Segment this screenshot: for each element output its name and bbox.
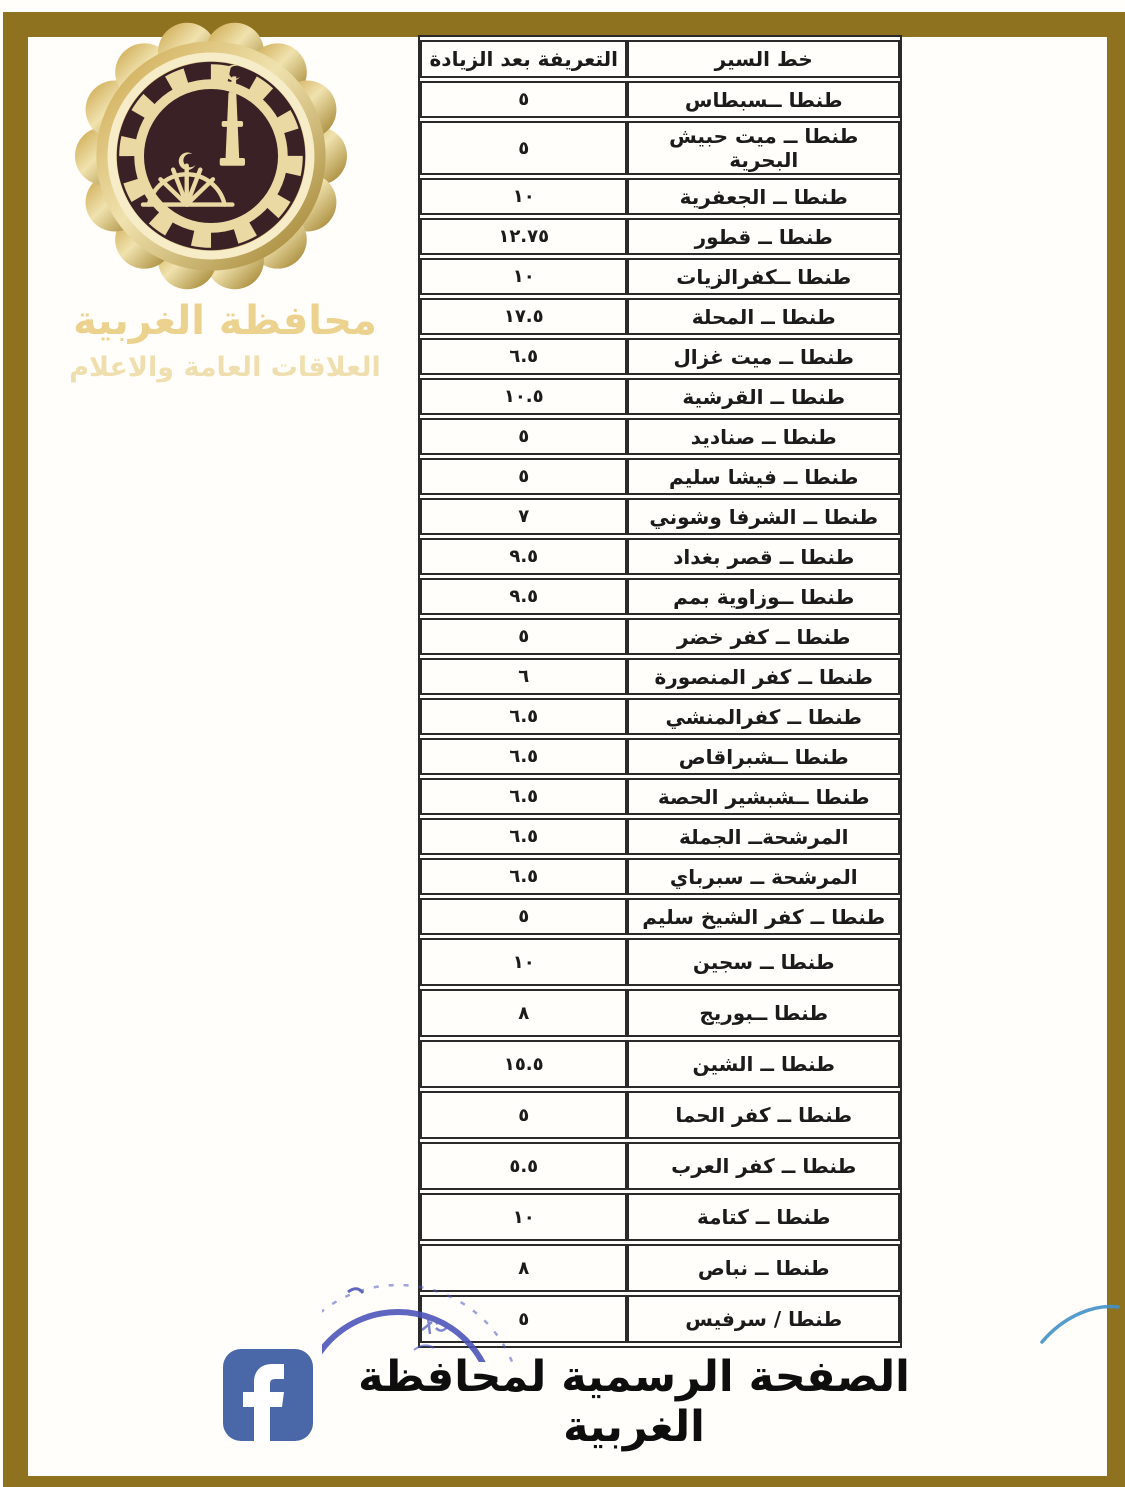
table-row <box>420 898 900 935</box>
table-row <box>420 578 900 615</box>
route-cell: طنطا ــ كفرالمنشي <box>627 698 900 735</box>
table-row <box>420 1091 900 1139</box>
table-row <box>420 778 900 815</box>
route-cell: طنطا ــ كفر المنصورة <box>627 658 900 695</box>
dept-name-label: العلاقات العامة والاعلام <box>69 352 381 383</box>
route-cell: طنطا ــ كفر العرب <box>627 1142 900 1190</box>
table-row <box>420 498 900 535</box>
route-cell: طنطا ــ قطور <box>627 218 900 255</box>
tariff-cell: ١٠ <box>420 258 627 295</box>
table-row <box>420 81 900 118</box>
route-cell: طنطا ــ قصر بغداد <box>627 538 900 575</box>
table-row <box>420 818 900 855</box>
fare-table <box>418 35 902 1348</box>
tariff-cell: ٦.٥ <box>420 338 627 375</box>
table-row <box>420 378 900 415</box>
tariff-cell: ٦.٥ <box>420 778 627 815</box>
tariff-cell: ٥ <box>420 1091 627 1139</box>
tariff-cell: ٥.٥ <box>420 1142 627 1190</box>
table-row <box>420 989 900 1037</box>
route-cell: طنطا ــكفرالزيات <box>627 258 900 295</box>
route-cell: طنطا ــ ميت غزال <box>627 338 900 375</box>
route-cell: طنطا ــ صناديد <box>627 418 900 455</box>
table-row <box>420 938 900 986</box>
route-cell: طنطا ــوزاوية بمم <box>627 578 900 615</box>
tariff-cell: ٨ <box>420 1244 627 1292</box>
table-row <box>420 298 900 335</box>
table-row <box>420 1295 900 1343</box>
route-cell: طنطا ــ فيشا سليم <box>627 458 900 495</box>
facebook-icon <box>222 1348 314 1442</box>
route-cell: طنطا ــ كفر الشيخ سليم <box>627 898 900 935</box>
table-row <box>420 658 900 695</box>
tariff-cell: ١٥.٥ <box>420 1040 627 1088</box>
tariff-cell: ٩.٥ <box>420 538 627 575</box>
governorate-seal-icon <box>75 20 347 292</box>
table-row <box>420 258 900 295</box>
table-row <box>420 458 900 495</box>
pen-check-mark <box>1038 1296 1124 1348</box>
table-row <box>420 338 900 375</box>
route-cell: طنطا ــ الجعفرية <box>627 178 900 215</box>
tariff-cell: ٥ <box>420 898 627 935</box>
tariff-cell: ٦.٥ <box>420 698 627 735</box>
route-cell: طنطا ــ القرشية <box>627 378 900 415</box>
table-row <box>420 738 900 775</box>
tariff-cell: ٦.٥ <box>420 858 627 895</box>
table-row <box>420 1142 900 1190</box>
route-cell: المرشحة ــ سبرباي <box>627 858 900 895</box>
tariff-cell: ٧ <box>420 498 627 535</box>
table-row <box>420 1040 900 1088</box>
tariff-cell: ٥ <box>420 458 627 495</box>
tariff-cell: ٦.٥ <box>420 738 627 775</box>
route-cell: طنطا ــ المحلة <box>627 298 900 335</box>
tariff-cell: ١٠ <box>420 178 627 215</box>
facebook-caption: الصفحة الرسمية لمحافظة الغربية <box>358 1352 910 1452</box>
table-row <box>420 218 900 255</box>
tariff-cell: ٥ <box>420 121 627 175</box>
route-cell: طنطا ــ الشين <box>627 1040 900 1088</box>
table-row <box>420 418 900 455</box>
route-cell: طنطا / سرفيس <box>627 1295 900 1343</box>
tariff-cell: ٨ <box>420 989 627 1037</box>
route-column-header: خط السير <box>627 40 900 78</box>
tariff-cell: ٦ <box>420 658 627 695</box>
route-cell: المرشحةــ الجملة <box>627 818 900 855</box>
route-cell: طنطا ــ كفر خضر <box>627 618 900 655</box>
tariff-cell: ٥ <box>420 81 627 118</box>
tariff-cell: ٩.٥ <box>420 578 627 615</box>
tariff-cell: ١٠ <box>420 1193 627 1241</box>
table-row <box>420 538 900 575</box>
table-row <box>420 121 900 175</box>
tariff-cell: ١٢.٧٥ <box>420 218 627 255</box>
route-cell: طنطا ــ الشرفا وشوني <box>627 498 900 535</box>
route-cell: طنطا ــشبراقاص <box>627 738 900 775</box>
tariff-column-header: التعريفة بعد الزيادة <box>420 40 627 78</box>
tariff-cell: ٦.٥ <box>420 818 627 855</box>
table-row <box>420 1244 900 1292</box>
route-cell: طنطا ــبوريج <box>627 989 900 1037</box>
route-cell: طنطا ــ ميت حبيش البحرية <box>627 121 900 175</box>
table-row <box>420 178 900 215</box>
tariff-cell: ٥ <box>420 1295 627 1343</box>
table-row <box>420 1193 900 1241</box>
route-cell: طنطا ــ كفر الحما <box>627 1091 900 1139</box>
route-cell: طنطا ــ كتامة <box>627 1193 900 1241</box>
route-cell: طنطا ــ سجين <box>627 938 900 986</box>
route-cell: طنطا ــسبطاس <box>627 81 900 118</box>
table-row <box>420 698 900 735</box>
route-cell: طنطا ــ نباص <box>627 1244 900 1292</box>
tariff-cell: ١٧.٥ <box>420 298 627 335</box>
tariff-cell: ١٠ <box>420 938 627 986</box>
table-header-row <box>420 40 900 78</box>
tariff-cell: ١٠.٥ <box>420 378 627 415</box>
table-row <box>420 858 900 895</box>
tariff-cell: ٥ <box>420 618 627 655</box>
route-cell: طنطا ــشبشير الحصة <box>627 778 900 815</box>
table-row <box>420 618 900 655</box>
tariff-cell: ٥ <box>420 418 627 455</box>
org-name-label: محافظة الغربية <box>73 298 377 344</box>
